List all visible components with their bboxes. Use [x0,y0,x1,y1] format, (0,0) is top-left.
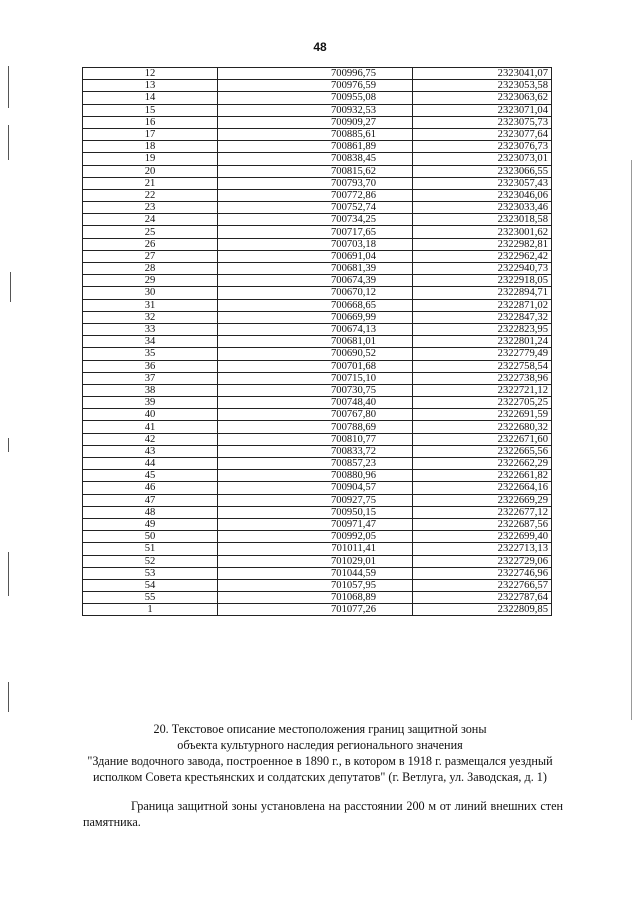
x-coordinate-cell: 700861,89 [218,141,413,153]
y-coordinate-cell: 2322677,12 [413,506,552,518]
table-row [83,409,552,421]
table-row [83,348,552,360]
page-number: 48 [313,40,327,54]
heading-line: "Здание водочного завода, построенное в 1890 г., в котором в 1918 г. размещался уездный [87,754,553,768]
table-row [83,250,552,262]
table-row [83,275,552,287]
x-coordinate-cell: 700815,62 [218,165,413,177]
x-coordinate-cell: 700669,99 [218,311,413,323]
point-number-cell: 52 [83,555,218,567]
x-coordinate-cell: 700976,59 [218,80,413,92]
section-heading [70,721,570,785]
y-coordinate-cell: 2322699,40 [413,531,552,543]
table-row [83,543,552,555]
y-coordinate-cell: 2322823,95 [413,323,552,335]
table-row [83,433,552,445]
coordinates-table-body [83,68,552,616]
y-coordinate-cell: 2322669,29 [413,494,552,506]
x-coordinate-cell: 700670,12 [218,287,413,299]
x-coordinate-cell: 700767,80 [218,409,413,421]
y-coordinate-cell: 2322738,96 [413,372,552,384]
y-coordinate-cell: 2322758,54 [413,360,552,372]
table-row [83,518,552,530]
table-row [83,116,552,128]
point-number-cell: 30 [83,287,218,299]
x-coordinate-cell: 701057,95 [218,579,413,591]
point-number-cell: 49 [83,518,218,530]
y-coordinate-cell: 2323063,62 [413,92,552,104]
table-row [83,104,552,116]
point-number-cell: 29 [83,275,218,287]
x-coordinate-cell: 700674,13 [218,323,413,335]
point-number-cell: 19 [83,153,218,165]
x-coordinate-cell: 700717,65 [218,226,413,238]
point-number-cell: 50 [83,531,218,543]
point-number-cell: 22 [83,189,218,201]
point-number-cell: 12 [83,68,218,80]
table-row [83,506,552,518]
y-coordinate-cell: 2323075,73 [413,116,552,128]
scan-artifact-mark [10,272,11,302]
x-coordinate-cell: 700752,74 [218,202,413,214]
table-row [83,128,552,140]
y-coordinate-cell: 2322940,73 [413,263,552,275]
x-coordinate-cell: 700674,39 [218,275,413,287]
x-coordinate-cell: 700681,01 [218,336,413,348]
scan-artifact-mark [8,552,9,596]
y-coordinate-cell: 2322705,25 [413,397,552,409]
table-row [83,592,552,604]
point-number-cell: 24 [83,214,218,226]
y-coordinate-cell: 2322982,81 [413,238,552,250]
x-coordinate-cell: 700885,61 [218,128,413,140]
table-row [83,80,552,92]
table-row [83,482,552,494]
table-row [83,92,552,104]
point-number-cell: 43 [83,445,218,457]
table-row [83,177,552,189]
point-number-cell: 42 [83,433,218,445]
y-coordinate-cell: 2322766,57 [413,579,552,591]
y-coordinate-cell: 2322871,02 [413,299,552,311]
x-coordinate-cell: 700690,52 [218,348,413,360]
y-coordinate-cell: 2322894,71 [413,287,552,299]
scan-artifact-mark [631,160,632,720]
y-coordinate-cell: 2322661,82 [413,470,552,482]
table-row [83,384,552,396]
point-number-cell: 32 [83,311,218,323]
scan-artifact-mark [8,66,9,108]
point-number-cell: 17 [83,128,218,140]
x-coordinate-cell: 700703,18 [218,238,413,250]
point-number-cell: 16 [83,116,218,128]
body-paragraph: Граница защитной зоны установлена на расстоянии 200 м от линий внешних стен памятника. [83,799,563,829]
table-row [83,567,552,579]
y-coordinate-cell: 2322687,56 [413,518,552,530]
table-row [83,189,552,201]
x-coordinate-cell: 700932,53 [218,104,413,116]
point-number-cell: 46 [83,482,218,494]
point-number-cell: 40 [83,409,218,421]
point-number-cell: 44 [83,458,218,470]
table-row [83,372,552,384]
table-row [83,153,552,165]
y-coordinate-cell: 2322664,16 [413,482,552,494]
x-coordinate-cell: 700788,69 [218,421,413,433]
heading-line: объекта культурного наследия регионального значения [177,738,463,752]
table-row [83,494,552,506]
table-row [83,263,552,275]
point-number-cell: 55 [83,592,218,604]
point-number-cell: 15 [83,104,218,116]
x-coordinate-cell: 700992,05 [218,531,413,543]
x-coordinate-cell: 700996,75 [218,68,413,80]
y-coordinate-cell: 2323041,07 [413,68,552,80]
table-row [83,445,552,457]
table-row [83,214,552,226]
table-row [83,470,552,482]
point-number-cell: 51 [83,543,218,555]
point-number-cell: 45 [83,470,218,482]
x-coordinate-cell: 700681,39 [218,263,413,275]
point-number-cell: 31 [83,299,218,311]
x-coordinate-cell: 700955,08 [218,92,413,104]
x-coordinate-cell: 700950,15 [218,506,413,518]
x-coordinate-cell: 701011,41 [218,543,413,555]
table-row [83,141,552,153]
point-number-cell: 21 [83,177,218,189]
y-coordinate-cell: 2323077,64 [413,128,552,140]
y-coordinate-cell: 2323073,01 [413,153,552,165]
y-coordinate-cell: 2322962,42 [413,250,552,262]
x-coordinate-cell: 700857,23 [218,458,413,470]
point-number-cell: 28 [83,263,218,275]
y-coordinate-cell: 2323057,43 [413,177,552,189]
point-number-cell: 41 [83,421,218,433]
x-coordinate-cell: 700691,04 [218,250,413,262]
point-number-cell: 1 [83,604,218,616]
scan-artifact-mark [8,125,9,160]
y-coordinate-cell: 2322801,24 [413,336,552,348]
point-number-cell: 20 [83,165,218,177]
point-number-cell: 23 [83,202,218,214]
table-row [83,311,552,323]
table-row [83,604,552,616]
y-coordinate-cell: 2323053,58 [413,80,552,92]
point-number-cell: 25 [83,226,218,238]
table-row [83,287,552,299]
x-coordinate-cell: 701044,59 [218,567,413,579]
point-number-cell: 35 [83,348,218,360]
point-number-cell: 48 [83,506,218,518]
point-number-cell: 53 [83,567,218,579]
table-row [83,238,552,250]
y-coordinate-cell: 2322787,64 [413,592,552,604]
y-coordinate-cell: 2322680,32 [413,421,552,433]
x-coordinate-cell: 700838,45 [218,153,413,165]
point-number-cell: 39 [83,397,218,409]
point-number-cell: 27 [83,250,218,262]
y-coordinate-cell: 2322779,49 [413,348,552,360]
table-row [83,226,552,238]
table-row [83,421,552,433]
heading-line: 20. Текстовое описание местоположения границ защитной зоны [153,722,487,736]
x-coordinate-cell: 700833,72 [218,445,413,457]
y-coordinate-cell: 2323033,46 [413,202,552,214]
point-number-cell: 26 [83,238,218,250]
y-coordinate-cell: 2323066,55 [413,165,552,177]
x-coordinate-cell: 700668,65 [218,299,413,311]
table-row [83,579,552,591]
x-coordinate-cell: 700971,47 [218,518,413,530]
y-coordinate-cell: 2323018,58 [413,214,552,226]
table-row [83,555,552,567]
y-coordinate-cell: 2322713,13 [413,543,552,555]
y-coordinate-cell: 2323076,73 [413,141,552,153]
coordinates-table [82,67,552,616]
x-coordinate-cell: 700748,40 [218,397,413,409]
point-number-cell: 33 [83,323,218,335]
table-row [83,68,552,80]
point-number-cell: 37 [83,372,218,384]
table-row [83,336,552,348]
point-number-cell: 18 [83,141,218,153]
y-coordinate-cell: 2322691,59 [413,409,552,421]
x-coordinate-cell: 700793,70 [218,177,413,189]
y-coordinate-cell: 2322746,96 [413,567,552,579]
table-row [83,397,552,409]
table-row [83,531,552,543]
y-coordinate-cell: 2323071,04 [413,104,552,116]
table-row [83,165,552,177]
point-number-cell: 54 [83,579,218,591]
y-coordinate-cell: 2323001,62 [413,226,552,238]
x-coordinate-cell: 701029,01 [218,555,413,567]
table-row [83,458,552,470]
y-coordinate-cell: 2323046,06 [413,189,552,201]
y-coordinate-cell: 2322918,05 [413,275,552,287]
point-number-cell: 14 [83,92,218,104]
point-number-cell: 38 [83,384,218,396]
point-number-cell: 47 [83,494,218,506]
x-coordinate-cell: 700772,86 [218,189,413,201]
x-coordinate-cell: 700927,75 [218,494,413,506]
point-number-cell: 34 [83,336,218,348]
x-coordinate-cell: 700734,25 [218,214,413,226]
x-coordinate-cell: 700715,10 [218,372,413,384]
x-coordinate-cell: 700909,27 [218,116,413,128]
point-number-cell: 36 [83,360,218,372]
x-coordinate-cell: 701068,89 [218,592,413,604]
x-coordinate-cell: 700810,77 [218,433,413,445]
point-number-cell: 13 [83,80,218,92]
y-coordinate-cell: 2322809,85 [413,604,552,616]
x-coordinate-cell: 700880,96 [218,470,413,482]
x-coordinate-cell: 700730,75 [218,384,413,396]
heading-line: исполком Совета крестьянских и солдатских депутатов" (г. Ветлуга, ул. Заводская, д. 1) [93,770,547,784]
x-coordinate-cell: 700701,68 [218,360,413,372]
table-row [83,202,552,214]
y-coordinate-cell: 2322671,60 [413,433,552,445]
table-row [83,360,552,372]
table-row [83,299,552,311]
y-coordinate-cell: 2322729,06 [413,555,552,567]
x-coordinate-cell: 700904,57 [218,482,413,494]
y-coordinate-cell: 2322721,12 [413,384,552,396]
x-coordinate-cell: 701077,26 [218,604,413,616]
scan-artifact-mark [8,438,9,452]
y-coordinate-cell: 2322662,29 [413,458,552,470]
y-coordinate-cell: 2322847,32 [413,311,552,323]
scan-artifact-mark [8,682,9,712]
y-coordinate-cell: 2322665,56 [413,445,552,457]
table-row [83,323,552,335]
